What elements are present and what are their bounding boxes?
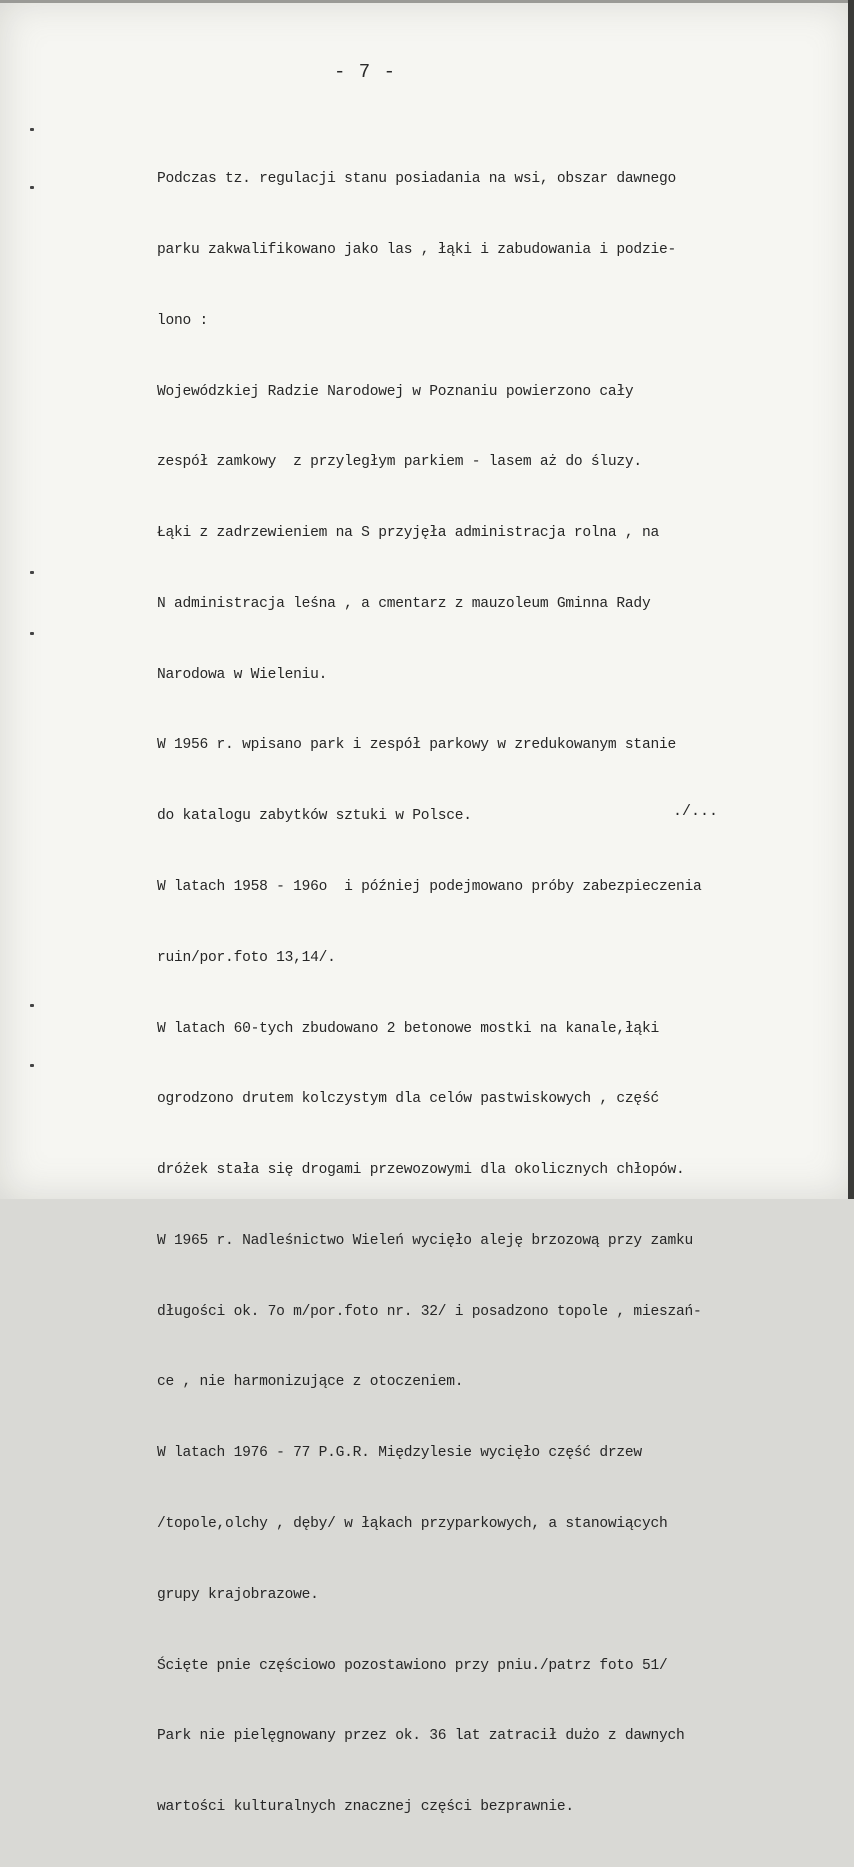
text-line: N administracja leśna , a cmentarz z mauzoleum Gminna Rady — [157, 595, 651, 612]
page-number: - 7 - — [333, 61, 396, 83]
text-line: Ścięte pnie częściowo pozostawiono przy pniu./patrz foto 51/ — [157, 1657, 668, 1674]
text-line: W 1956 r. wpisano park i zespół parkowy w zredukowanym stanie — [157, 737, 676, 754]
text-line: długości ok. 7o m/por.foto nr. 32/ i posadzono topole , mieszań- — [157, 1303, 702, 1320]
text-line: lono : — [157, 312, 209, 329]
text-line: ruin/por.foto 13,14/. — [157, 949, 336, 966]
margin-dot — [30, 1064, 34, 1067]
text-line: grupy krajobrazowe. — [157, 1586, 319, 1603]
text-line: W 1965 r. Nadleśnictwo Wieleń wycięło aleję brzozową przy zamku — [157, 1232, 693, 1249]
continuation-mark: ./... — [673, 803, 719, 820]
text-line: parku zakwalifikowano jako las , łąki i zabudowania i podzie- — [157, 241, 676, 258]
text-line: do katalogu zabytków sztuki w Polsce. — [157, 808, 472, 825]
margin-dot — [30, 632, 34, 635]
text-line: W latach 1958 - 196o i później podejmowano próby zabezpieczenia — [157, 879, 702, 895]
text-line: ogrodzono drutem kolczystym dla celów pastwiskowych , część — [157, 1091, 659, 1108]
text-line: Narodowa w Wieleniu. — [157, 666, 328, 683]
page-top-edge — [0, 0, 854, 3]
typed-body-text — [157, 121, 827, 1867]
margin-dot — [30, 571, 34, 574]
text-line: wartości kulturalnych znacznej części bezprawnie. — [157, 1799, 574, 1816]
text-line: /topole,olchy , dęby/ w łąkach przyparkowych, a stanowiących — [157, 1516, 668, 1533]
text-line: dróżek stała się drogami przewozowymi dla okolicznych chłopów. — [157, 1162, 685, 1179]
text-line: ce , nie harmonizujące z otoczeniem. — [157, 1374, 464, 1391]
text-line: W latach 60-tych zbudowano 2 betonowe mostki na kanale,łąki — [157, 1020, 659, 1037]
text-line: Łąki z zadrzewieniem na S przyjęła administracja rolna , na — [157, 525, 659, 542]
text-line: W latach 1976 - 77 P.G.R. Międzylesie wycięło część drzew — [157, 1445, 642, 1462]
text-line: Podczas tz. regulacji stanu posiadania na wsi, obszar dawnego — [157, 171, 676, 188]
page-right-edge — [848, 0, 854, 1199]
margin-dot — [30, 128, 34, 131]
margin-dot — [30, 186, 34, 189]
text-line: zespół zamkowy z przyległym parkiem - lasem aż do śluzy. — [157, 454, 642, 471]
text-line: Park nie pielęgnowany przez ok. 36 lat zatracił dużo z dawnych — [157, 1728, 685, 1745]
text-line: Wojewódzkiej Radzie Narodowej w Poznaniu powierzono cały — [157, 383, 634, 400]
margin-dot — [30, 1004, 34, 1007]
